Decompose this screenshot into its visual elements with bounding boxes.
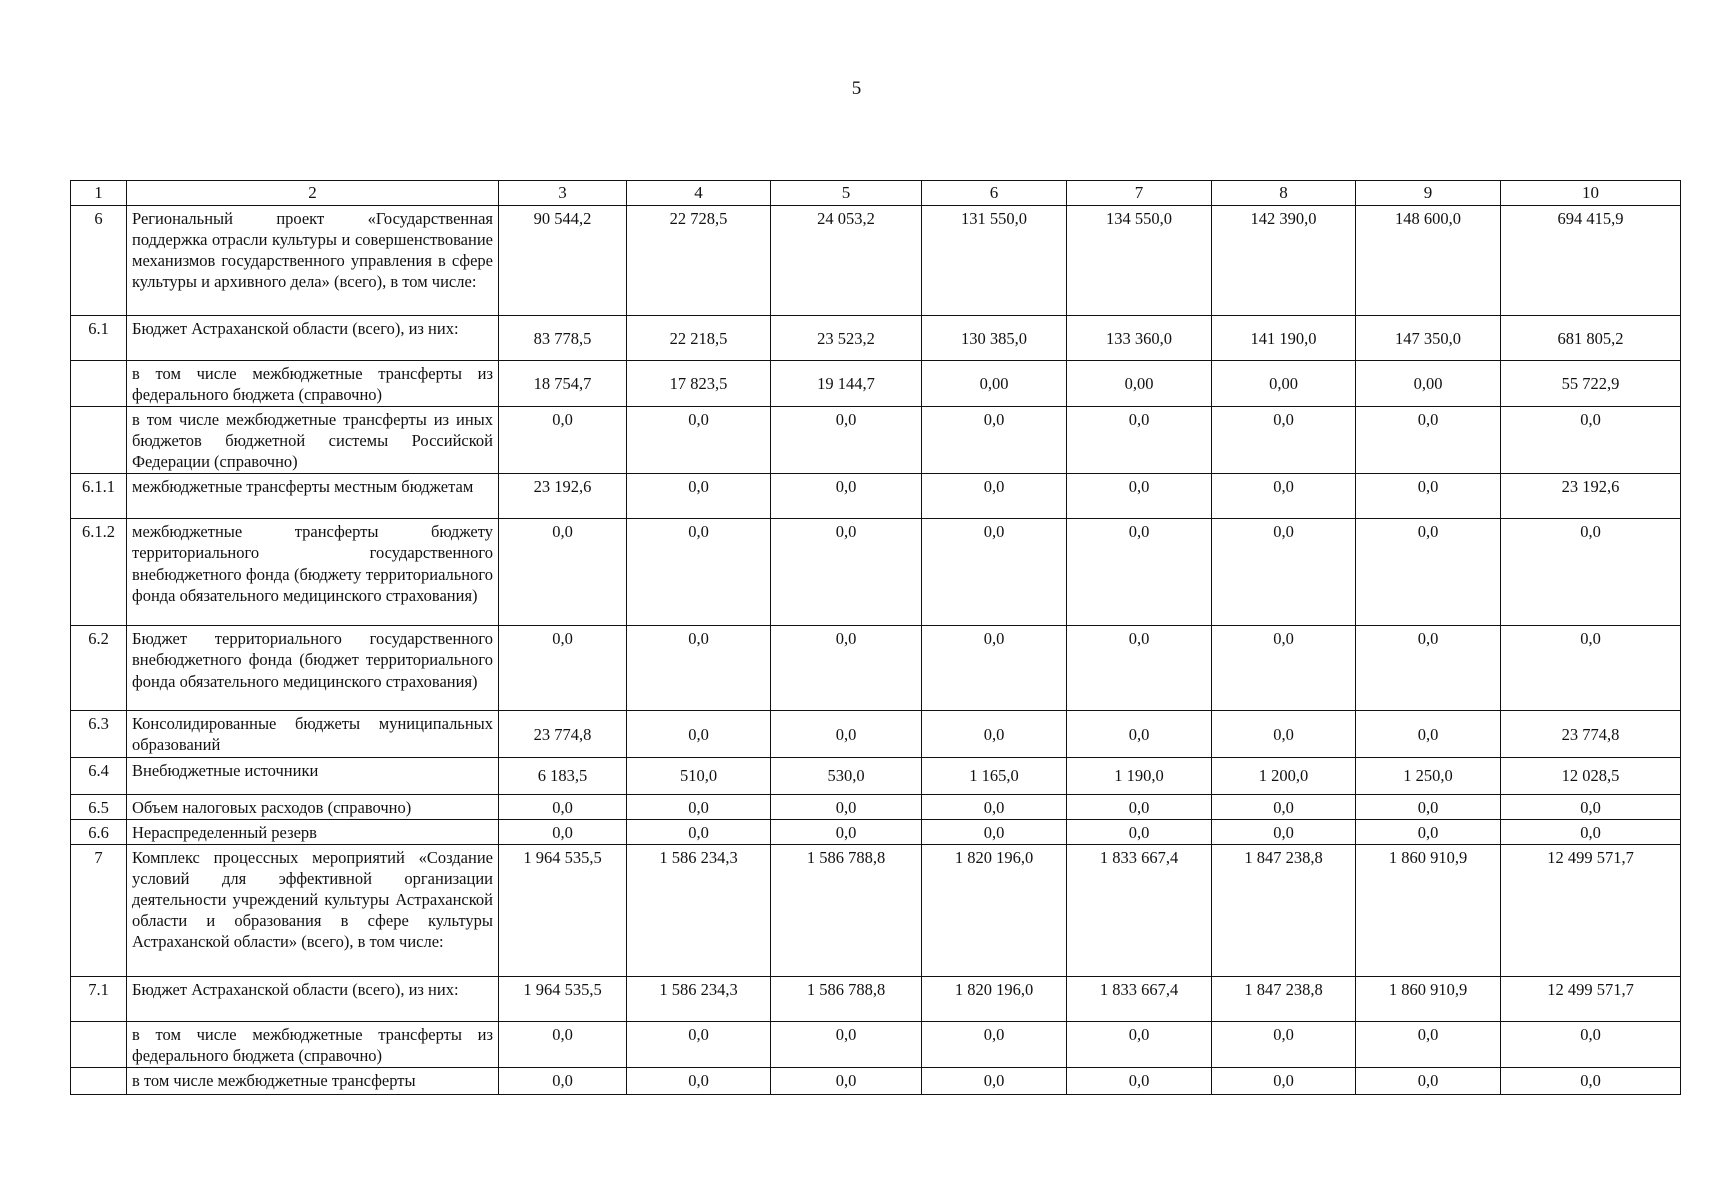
- header-cell: 2: [127, 181, 499, 206]
- header-row: [71, 181, 1681, 206]
- value-cell: 1 586 788,8: [771, 976, 922, 1021]
- value-cell: 0,0: [499, 626, 627, 711]
- row-number-cell: 6.4: [71, 757, 127, 794]
- value-cell: 0,00: [922, 360, 1067, 406]
- value-cell: 0,0: [499, 1021, 627, 1067]
- header-cell: 3: [499, 181, 627, 206]
- row-name-cell: в том числе межбюджетные трансферты из федерального бюджета (справочно): [127, 1021, 499, 1067]
- table-row: [71, 844, 1681, 976]
- row-name-cell: межбюджетные трансферты местным бюджетам: [127, 474, 499, 519]
- value-cell: 22 728,5: [627, 205, 771, 315]
- value-cell: 0,0: [1501, 1021, 1681, 1067]
- value-cell: 0,0: [771, 1021, 922, 1067]
- value-cell: 23 192,6: [499, 474, 627, 519]
- header-cell: 7: [1067, 181, 1212, 206]
- table-row: [71, 976, 1681, 1021]
- value-cell: 0,0: [771, 406, 922, 473]
- header-cell: 5: [771, 181, 922, 206]
- value-cell: 0,0: [1356, 1021, 1501, 1067]
- value-cell: 0,0: [1067, 711, 1212, 757]
- table-row: [71, 1067, 1681, 1094]
- table-row: [71, 406, 1681, 473]
- value-cell: 0,0: [1212, 1067, 1356, 1094]
- value-cell: 12 028,5: [1501, 757, 1681, 794]
- value-cell: 0,0: [499, 794, 627, 819]
- value-cell: 19 144,7: [771, 360, 922, 406]
- row-name-cell: в том числе межбюджетные трансферты: [127, 1067, 499, 1094]
- value-cell: 0,0: [1501, 819, 1681, 844]
- row-name-cell: Комплекс процессных мероприятий «Создание условий для эффективной организации деятельности учреждений культуры Астраханской области и образования в сфере культуры Астраханской области» (всего), в том числе:: [127, 844, 499, 976]
- row-number-cell: [71, 1021, 127, 1067]
- value-cell: 18 754,7: [499, 360, 627, 406]
- value-cell: 0,0: [922, 474, 1067, 519]
- row-name-cell: в том числе межбюджетные трансферты из федерального бюджета (справочно): [127, 360, 499, 406]
- budget-table: [70, 180, 1681, 1095]
- value-cell: 0,0: [627, 1021, 771, 1067]
- value-cell: 134 550,0: [1067, 205, 1212, 315]
- value-cell: 0,0: [1067, 819, 1212, 844]
- row-number-cell: 7.1: [71, 976, 127, 1021]
- value-cell: 0,0: [627, 626, 771, 711]
- value-cell: 1 820 196,0: [922, 844, 1067, 976]
- value-cell: 0,0: [771, 519, 922, 626]
- table-row: [71, 626, 1681, 711]
- row-number-cell: [71, 360, 127, 406]
- row-number-cell: [71, 406, 127, 473]
- value-cell: 510,0: [627, 757, 771, 794]
- value-cell: 1 833 667,4: [1067, 976, 1212, 1021]
- table-row: [71, 794, 1681, 819]
- header-cell: 6: [922, 181, 1067, 206]
- value-cell: 0,0: [1501, 794, 1681, 819]
- value-cell: 1 586 234,3: [627, 844, 771, 976]
- value-cell: 0,00: [1212, 360, 1356, 406]
- row-name-cell: Нераспределенный резерв: [127, 819, 499, 844]
- table-row: [71, 205, 1681, 315]
- value-cell: 0,0: [627, 819, 771, 844]
- row-number-cell: 6.1.2: [71, 519, 127, 626]
- value-cell: 0,0: [1212, 794, 1356, 819]
- value-cell: 0,0: [771, 626, 922, 711]
- value-cell: 0,0: [1067, 794, 1212, 819]
- value-cell: 0,0: [922, 819, 1067, 844]
- value-cell: 0,0: [627, 406, 771, 473]
- value-cell: 0,0: [1356, 519, 1501, 626]
- value-cell: 0,0: [922, 711, 1067, 757]
- value-cell: 23 192,6: [1501, 474, 1681, 519]
- value-cell: 83 778,5: [499, 315, 627, 360]
- value-cell: 0,0: [1067, 1067, 1212, 1094]
- table-row: [71, 711, 1681, 757]
- value-cell: 1 586 234,3: [627, 976, 771, 1021]
- value-cell: 0,0: [499, 406, 627, 473]
- value-cell: 0,0: [1212, 474, 1356, 519]
- value-cell: 130 385,0: [922, 315, 1067, 360]
- value-cell: 131 550,0: [922, 205, 1067, 315]
- value-cell: 12 499 571,7: [1501, 976, 1681, 1021]
- value-cell: 1 250,0: [1356, 757, 1501, 794]
- table-row: [71, 1021, 1681, 1067]
- row-number-cell: 7: [71, 844, 127, 976]
- value-cell: 0,0: [627, 519, 771, 626]
- row-number-cell: 6: [71, 205, 127, 315]
- value-cell: 1 847 238,8: [1212, 976, 1356, 1021]
- value-cell: 0,0: [1356, 626, 1501, 711]
- value-cell: 17 823,5: [627, 360, 771, 406]
- value-cell: 0,0: [922, 519, 1067, 626]
- header-cell: 8: [1212, 181, 1356, 206]
- value-cell: 0,0: [627, 1067, 771, 1094]
- header-cell: 1: [71, 181, 127, 206]
- value-cell: 530,0: [771, 757, 922, 794]
- table-row: [71, 519, 1681, 626]
- value-cell: 681 805,2: [1501, 315, 1681, 360]
- value-cell: 0,0: [771, 1067, 922, 1094]
- value-cell: 0,0: [1067, 474, 1212, 519]
- value-cell: 0,0: [1356, 819, 1501, 844]
- row-number-cell: 6.3: [71, 711, 127, 757]
- value-cell: 0,0: [922, 626, 1067, 711]
- value-cell: 0,0: [1356, 711, 1501, 757]
- header-cell: 10: [1501, 181, 1681, 206]
- row-name-cell: Консолидированные бюджеты муниципальных образований: [127, 711, 499, 757]
- value-cell: 0,0: [1501, 1067, 1681, 1094]
- row-name-cell: Бюджет территориального государственного внебюджетного фонда (бюджет территориального фонда обязательного медицинского страхования): [127, 626, 499, 711]
- value-cell: 1 964 535,5: [499, 844, 627, 976]
- value-cell: 24 053,2: [771, 205, 922, 315]
- value-cell: 1 820 196,0: [922, 976, 1067, 1021]
- row-number-cell: 6.5: [71, 794, 127, 819]
- value-cell: 0,0: [1212, 519, 1356, 626]
- row-name-cell: в том числе межбюджетные трансферты из иных бюджетов бюджетной системы Российской Федерации (справочно): [127, 406, 499, 473]
- value-cell: 0,0: [1212, 711, 1356, 757]
- value-cell: 148 600,0: [1356, 205, 1501, 315]
- value-cell: 1 200,0: [1212, 757, 1356, 794]
- value-cell: 1 586 788,8: [771, 844, 922, 976]
- value-cell: 0,0: [771, 711, 922, 757]
- value-cell: 1 833 667,4: [1067, 844, 1212, 976]
- table-row: [71, 315, 1681, 360]
- value-cell: 0,0: [499, 819, 627, 844]
- row-number-cell: 6.1.1: [71, 474, 127, 519]
- value-cell: 12 499 571,7: [1501, 844, 1681, 976]
- value-cell: 1 860 910,9: [1356, 844, 1501, 976]
- value-cell: 1 847 238,8: [1212, 844, 1356, 976]
- value-cell: 0,0: [1356, 794, 1501, 819]
- row-name-cell: Объем налоговых расходов (справочно): [127, 794, 499, 819]
- row-name-cell: Бюджет Астраханской области (всего), из них:: [127, 976, 499, 1021]
- value-cell: 142 390,0: [1212, 205, 1356, 315]
- value-cell: 0,0: [1356, 406, 1501, 473]
- value-cell: 0,0: [1501, 406, 1681, 473]
- value-cell: 0,0: [499, 519, 627, 626]
- value-cell: 0,0: [922, 794, 1067, 819]
- value-cell: 55 722,9: [1501, 360, 1681, 406]
- value-cell: 0,0: [1501, 519, 1681, 626]
- value-cell: 0,0: [1212, 626, 1356, 711]
- value-cell: 0,0: [627, 711, 771, 757]
- value-cell: 1 964 535,5: [499, 976, 627, 1021]
- table-row: [71, 360, 1681, 406]
- row-name-cell: межбюджетные трансферты бюджету территориального государственного внебюджетного фонда (бюджету территориального фонда обязательного медицинского страхования): [127, 519, 499, 626]
- value-cell: 0,0: [627, 474, 771, 519]
- value-cell: 0,0: [1067, 626, 1212, 711]
- value-cell: 23 523,2: [771, 315, 922, 360]
- page-number: 5: [851, 78, 862, 99]
- value-cell: 22 218,5: [627, 315, 771, 360]
- value-cell: 0,0: [1356, 1067, 1501, 1094]
- table-row: [71, 819, 1681, 844]
- row-number-cell: 6.2: [71, 626, 127, 711]
- row-name-cell: Региональный проект «Государственная поддержка отрасли культуры и совершенствование механизмов государственного управления в сфере культуры и архивного дела» (всего), в том числе:: [127, 205, 499, 315]
- value-cell: 694 415,9: [1501, 205, 1681, 315]
- table-row: [71, 757, 1681, 794]
- row-name-cell: Бюджет Астраханской области (всего), из них:: [127, 315, 499, 360]
- value-cell: 0,0: [499, 1067, 627, 1094]
- row-number-cell: 6.1: [71, 315, 127, 360]
- header-cell: 4: [627, 181, 771, 206]
- value-cell: 90 544,2: [499, 205, 627, 315]
- value-cell: 0,0: [922, 1021, 1067, 1067]
- value-cell: 133 360,0: [1067, 315, 1212, 360]
- value-cell: 1 190,0: [1067, 757, 1212, 794]
- value-cell: 6 183,5: [499, 757, 627, 794]
- value-cell: 0,00: [1356, 360, 1501, 406]
- value-cell: 0,0: [1356, 474, 1501, 519]
- value-cell: 0,0: [771, 474, 922, 519]
- value-cell: 147 350,0: [1356, 315, 1501, 360]
- value-cell: 0,0: [1067, 519, 1212, 626]
- value-cell: 1 860 910,9: [1356, 976, 1501, 1021]
- header-cell: 9: [1356, 181, 1501, 206]
- value-cell: 23 774,8: [1501, 711, 1681, 757]
- row-name-cell: Внебюджетные источники: [127, 757, 499, 794]
- value-cell: 0,0: [1212, 1021, 1356, 1067]
- value-cell: 0,0: [922, 406, 1067, 473]
- value-cell: 1 165,0: [922, 757, 1067, 794]
- value-cell: 0,0: [1067, 406, 1212, 473]
- value-cell: 0,0: [922, 1067, 1067, 1094]
- value-cell: 0,0: [771, 794, 922, 819]
- value-cell: 0,0: [1501, 626, 1681, 711]
- value-cell: 0,0: [627, 794, 771, 819]
- value-cell: 0,0: [1067, 1021, 1212, 1067]
- table-row: [71, 474, 1681, 519]
- value-cell: 141 190,0: [1212, 315, 1356, 360]
- value-cell: 0,0: [771, 819, 922, 844]
- row-number-cell: 6.6: [71, 819, 127, 844]
- value-cell: 0,0: [1212, 406, 1356, 473]
- value-cell: 0,0: [1212, 819, 1356, 844]
- value-cell: 23 774,8: [499, 711, 627, 757]
- row-number-cell: [71, 1067, 127, 1094]
- value-cell: 0,00: [1067, 360, 1212, 406]
